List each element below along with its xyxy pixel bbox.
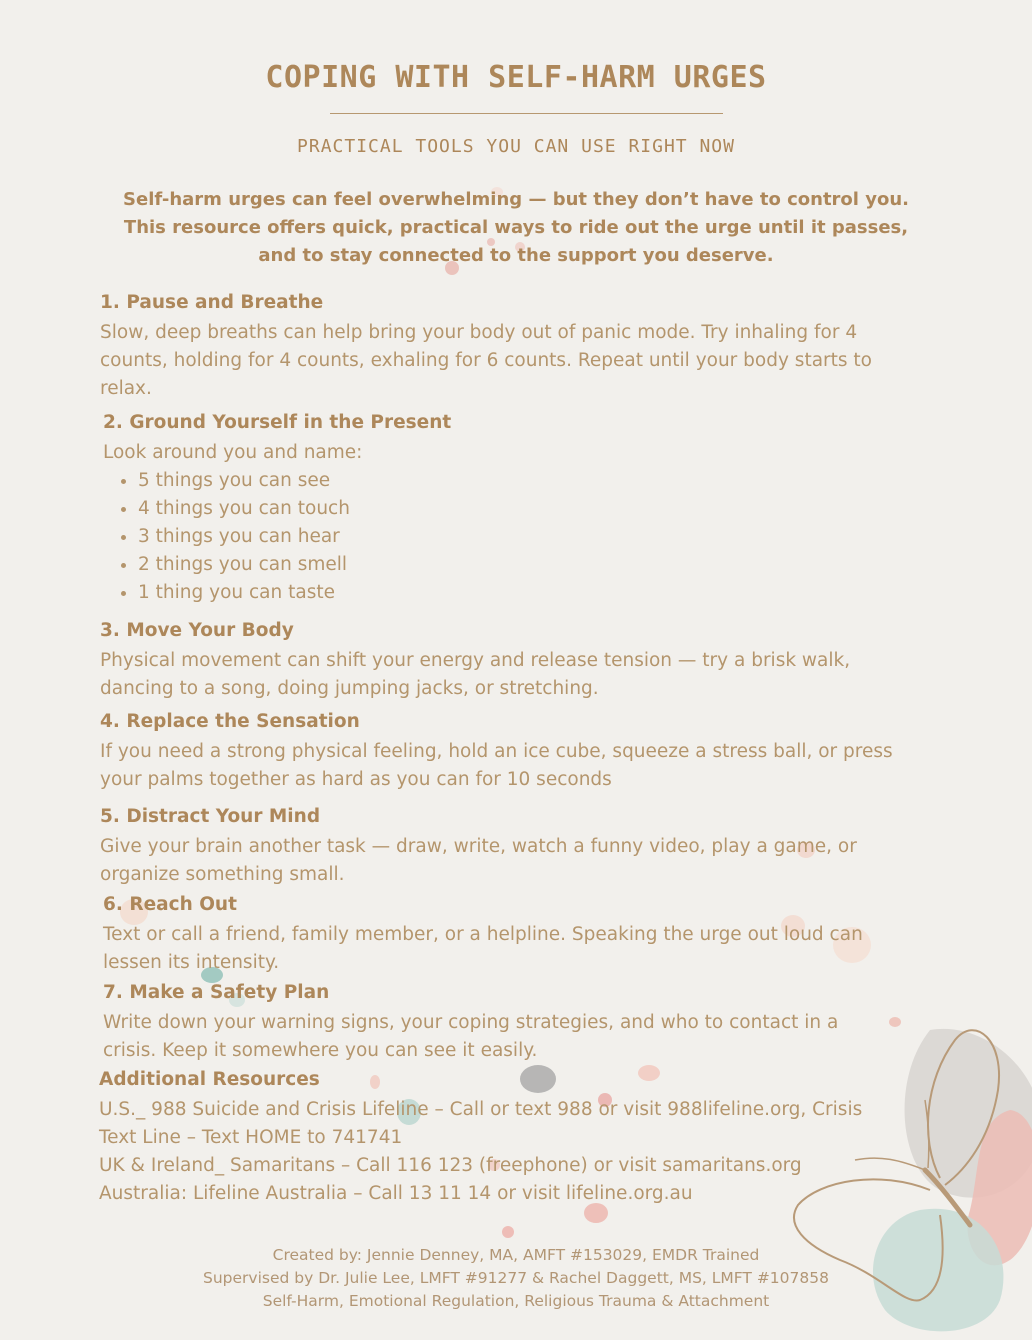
- footer-specialties: Self-Harm, Emotional Regulation, Religious Trauma & Attachment: [262, 1292, 770, 1310]
- resource-line: Australia: Lifeline Australia – Call 13 11 14 or visit lifeline.org.au: [99, 1183, 693, 1204]
- section-heading-reach-out: 6. Reach Out: [103, 894, 237, 915]
- dot: [502, 1226, 514, 1238]
- intro-line: Self-harm urges can feel overwhelming — but they don’t have to control you.: [123, 189, 909, 210]
- body-line: relax.: [100, 378, 152, 399]
- dot: [520, 1065, 556, 1093]
- section-lead-ground: Look around you and name:: [103, 442, 363, 463]
- body-line: your palms together as hard as you can for 10 seconds: [100, 769, 612, 790]
- section-body-move: [100, 647, 850, 703]
- intro-line: This resource offers quick, practical ways to ride out the urge until it passes,: [123, 217, 909, 238]
- body-line: Write down your warning signs, your coping strategies, and who to contact in a: [103, 1012, 839, 1033]
- body-line: Physical movement can shift your energy and release tension — try a brisk walk,: [100, 650, 851, 671]
- grounding-list: [103, 467, 350, 607]
- page-title: COPING WITH SELF-HARM URGES: [265, 60, 767, 95]
- section-body-safety-plan: [103, 1009, 838, 1065]
- body-line: organize something small.: [100, 864, 345, 885]
- resource-line: UK & Ireland_ Samaritans – Call 116 123 (freephone) or visit samaritans.org: [99, 1155, 802, 1176]
- section-heading-replace: 4. Replace the Sensation: [100, 711, 360, 732]
- section-heading-ground: 2. Ground Yourself in the Present: [103, 412, 452, 433]
- footer-credit: Created by: Jennie Denney, MA, AMFT #153029, EMDR Trained: [272, 1246, 760, 1264]
- section-heading-safety-plan: 7. Make a Safety Plan: [103, 982, 330, 1003]
- body-line: Slow, deep breaths can help bring your body out of panic mode. Try inhaling for 4: [100, 322, 858, 343]
- list-item: • 5 things you can see: [138, 467, 350, 495]
- dot: [638, 1065, 660, 1081]
- title-divider: [330, 113, 723, 114]
- list-item: • 4 things you can touch: [138, 495, 350, 523]
- section-heading-distract: 5. Distract Your Mind: [100, 806, 321, 827]
- section-body-distract: [100, 833, 857, 889]
- list-item: • 3 things you can hear: [138, 523, 350, 551]
- body-line: dancing to a song, doing jumping jacks, or stretching.: [100, 678, 599, 699]
- intro-line: and to stay connected to the support you deserve.: [258, 245, 774, 266]
- body-line: Text or call a friend, family member, or a helpline. Speaking the urge out loud can: [103, 924, 863, 945]
- footer-supervisor: Supervised by Dr. Julie Lee, LMFT #91277 & Rachel Daggett, MS, LMFT #107858: [203, 1269, 829, 1287]
- body-line: lessen its intensity.: [103, 952, 280, 973]
- body-line: Give your brain another task — draw, write, watch a funny video, play a game, or: [100, 836, 857, 857]
- resources-heading: Additional Resources: [99, 1069, 320, 1090]
- resource-line: Text Line – Text HOME to 741741: [99, 1127, 403, 1148]
- list-item: • 1 thing you can taste: [138, 579, 350, 607]
- list-item: • 2 things you can smell: [138, 551, 350, 579]
- resources-body: [99, 1096, 862, 1208]
- section-heading-move: 3. Move Your Body: [100, 620, 294, 641]
- dot: [370, 1075, 380, 1089]
- section-heading-breathe: 1. Pause and Breathe: [100, 292, 324, 313]
- body-line: crisis. Keep it somewhere you can see it easily.: [103, 1040, 538, 1061]
- section-body-reach-out: [103, 921, 863, 977]
- section-body-breathe: [100, 319, 872, 403]
- resource-line: U.S._ 988 Suicide and Crisis Lifeline – Call or text 988 or visit 988lifeline.org, Crisis: [99, 1099, 863, 1120]
- body-line: counts, holding for 4 counts, exhaling for 6 counts. Repeat until your body starts to: [100, 350, 872, 371]
- page-subtitle: PRACTICAL TOOLS YOU CAN USE RIGHT NOW: [297, 136, 735, 157]
- section-body-replace: [100, 738, 893, 794]
- intro-paragraph: [90, 186, 942, 270]
- body-line: If you need a strong physical feeling, hold an ice cube, squeeze a stress ball, or press: [100, 741, 893, 762]
